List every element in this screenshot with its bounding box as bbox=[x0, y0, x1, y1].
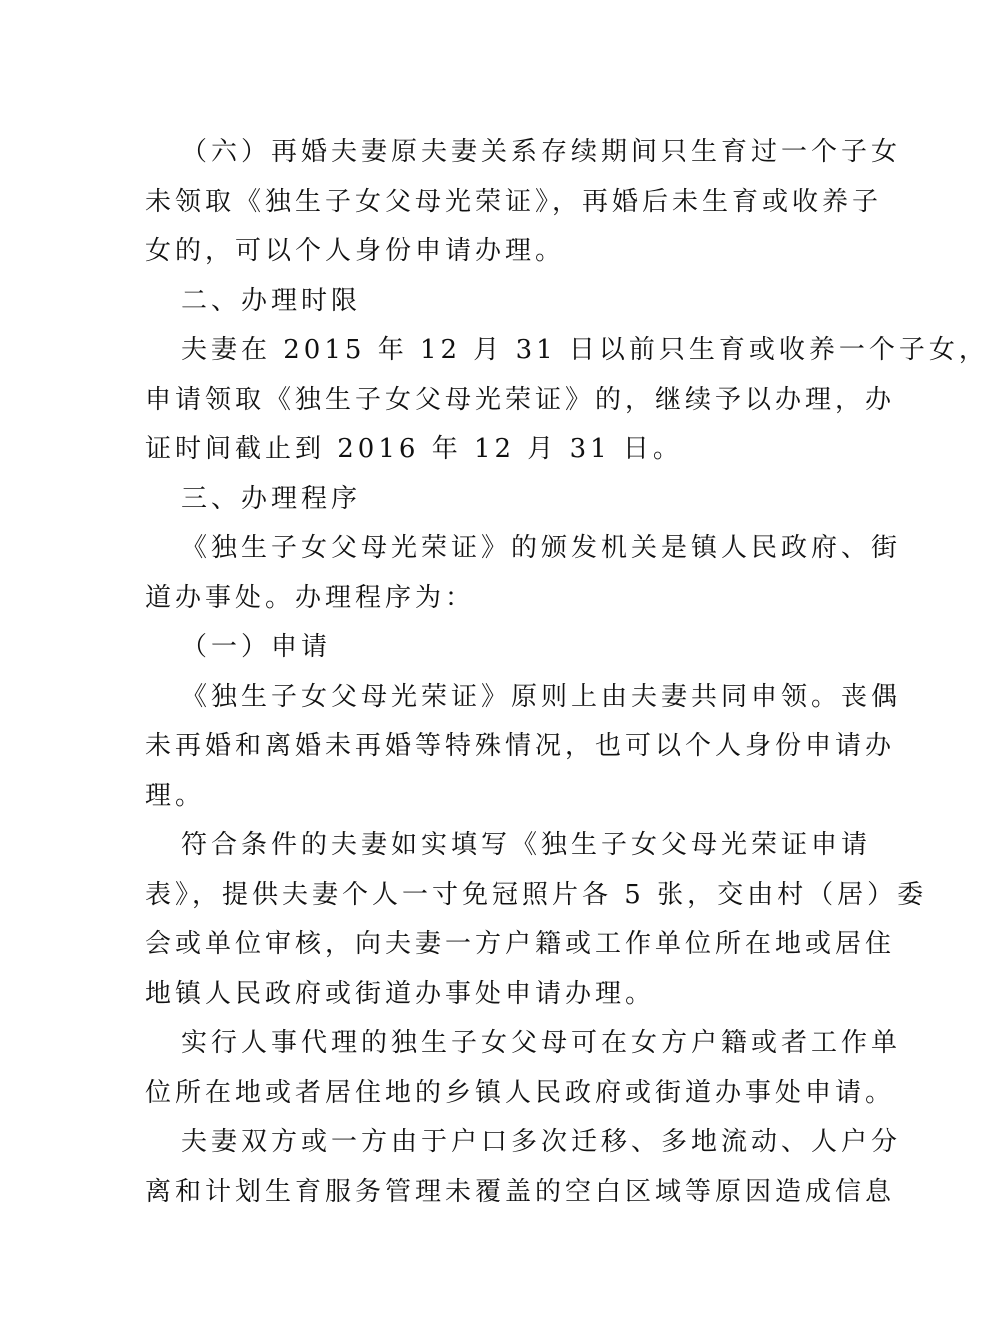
text-line: 女的，可以个人身份申请办理。 bbox=[145, 236, 566, 266]
text-line: 实行人事代理的独生子女父母可在女方户籍或者工作单 bbox=[181, 1028, 902, 1058]
text-line: 申请领取《独生子女父母光荣证》的，继续予以办理，办 bbox=[145, 384, 896, 415]
text-line: 未领取《独生子女父母光荣证》，再婚后未生育或收养子 bbox=[145, 186, 883, 217]
text-line: 位所在地或者居住地的乡镇人民政府或街道办事处申请。 bbox=[145, 1077, 896, 1108]
text-line: 《独生子女父母光荣证》原则上由夫妻共同申领。丧偶 bbox=[181, 681, 902, 712]
text-line: 未再婚和离婚未再婚等特殊情况，也可以个人身份申请办 bbox=[145, 731, 896, 761]
text-line: 理。 bbox=[145, 780, 206, 811]
text-line: 符合条件的夫妻如实填写《独生子女父母光荣证申请 bbox=[181, 830, 872, 860]
text-line: 夫妻双方或一方由于户口多次迁移、多地流动、人户分 bbox=[181, 1127, 902, 1157]
text-line: 表》，提供夫妻个人一寸免冠照片各 5 张，交由村（居）委 bbox=[145, 879, 928, 910]
section-heading: 二、办理时限 bbox=[181, 285, 362, 316]
document-body bbox=[145, 128, 989, 1217]
text-line: 离和计划生育服务管理未覆盖的空白区域等原因造成信息 bbox=[145, 1176, 896, 1207]
text-line: 地镇人民政府或街道办事处申请办理。 bbox=[145, 978, 656, 1009]
text-line: 会或单位审核，向夫妻一方户籍或工作单位所在地或居住 bbox=[145, 929, 896, 959]
text-line: （六）再婚夫妻原夫妻关系存续期间只生育过一个子女 bbox=[181, 137, 902, 167]
text-line: 证时间截止到 2016 年 12 月 31 日。 bbox=[145, 434, 683, 464]
text-line: 道办事处。办理程序为： bbox=[145, 582, 476, 613]
text-line: 《独生子女父母光荣证》的颁发机关是镇人民政府、街 bbox=[181, 533, 902, 563]
subsection-heading: （一）申请 bbox=[181, 632, 332, 662]
section-heading: 三、办理程序 bbox=[181, 483, 362, 514]
text-line: 夫妻在 2015 年 12 月 31 日以前只生育或收养一个子女， bbox=[181, 335, 989, 365]
